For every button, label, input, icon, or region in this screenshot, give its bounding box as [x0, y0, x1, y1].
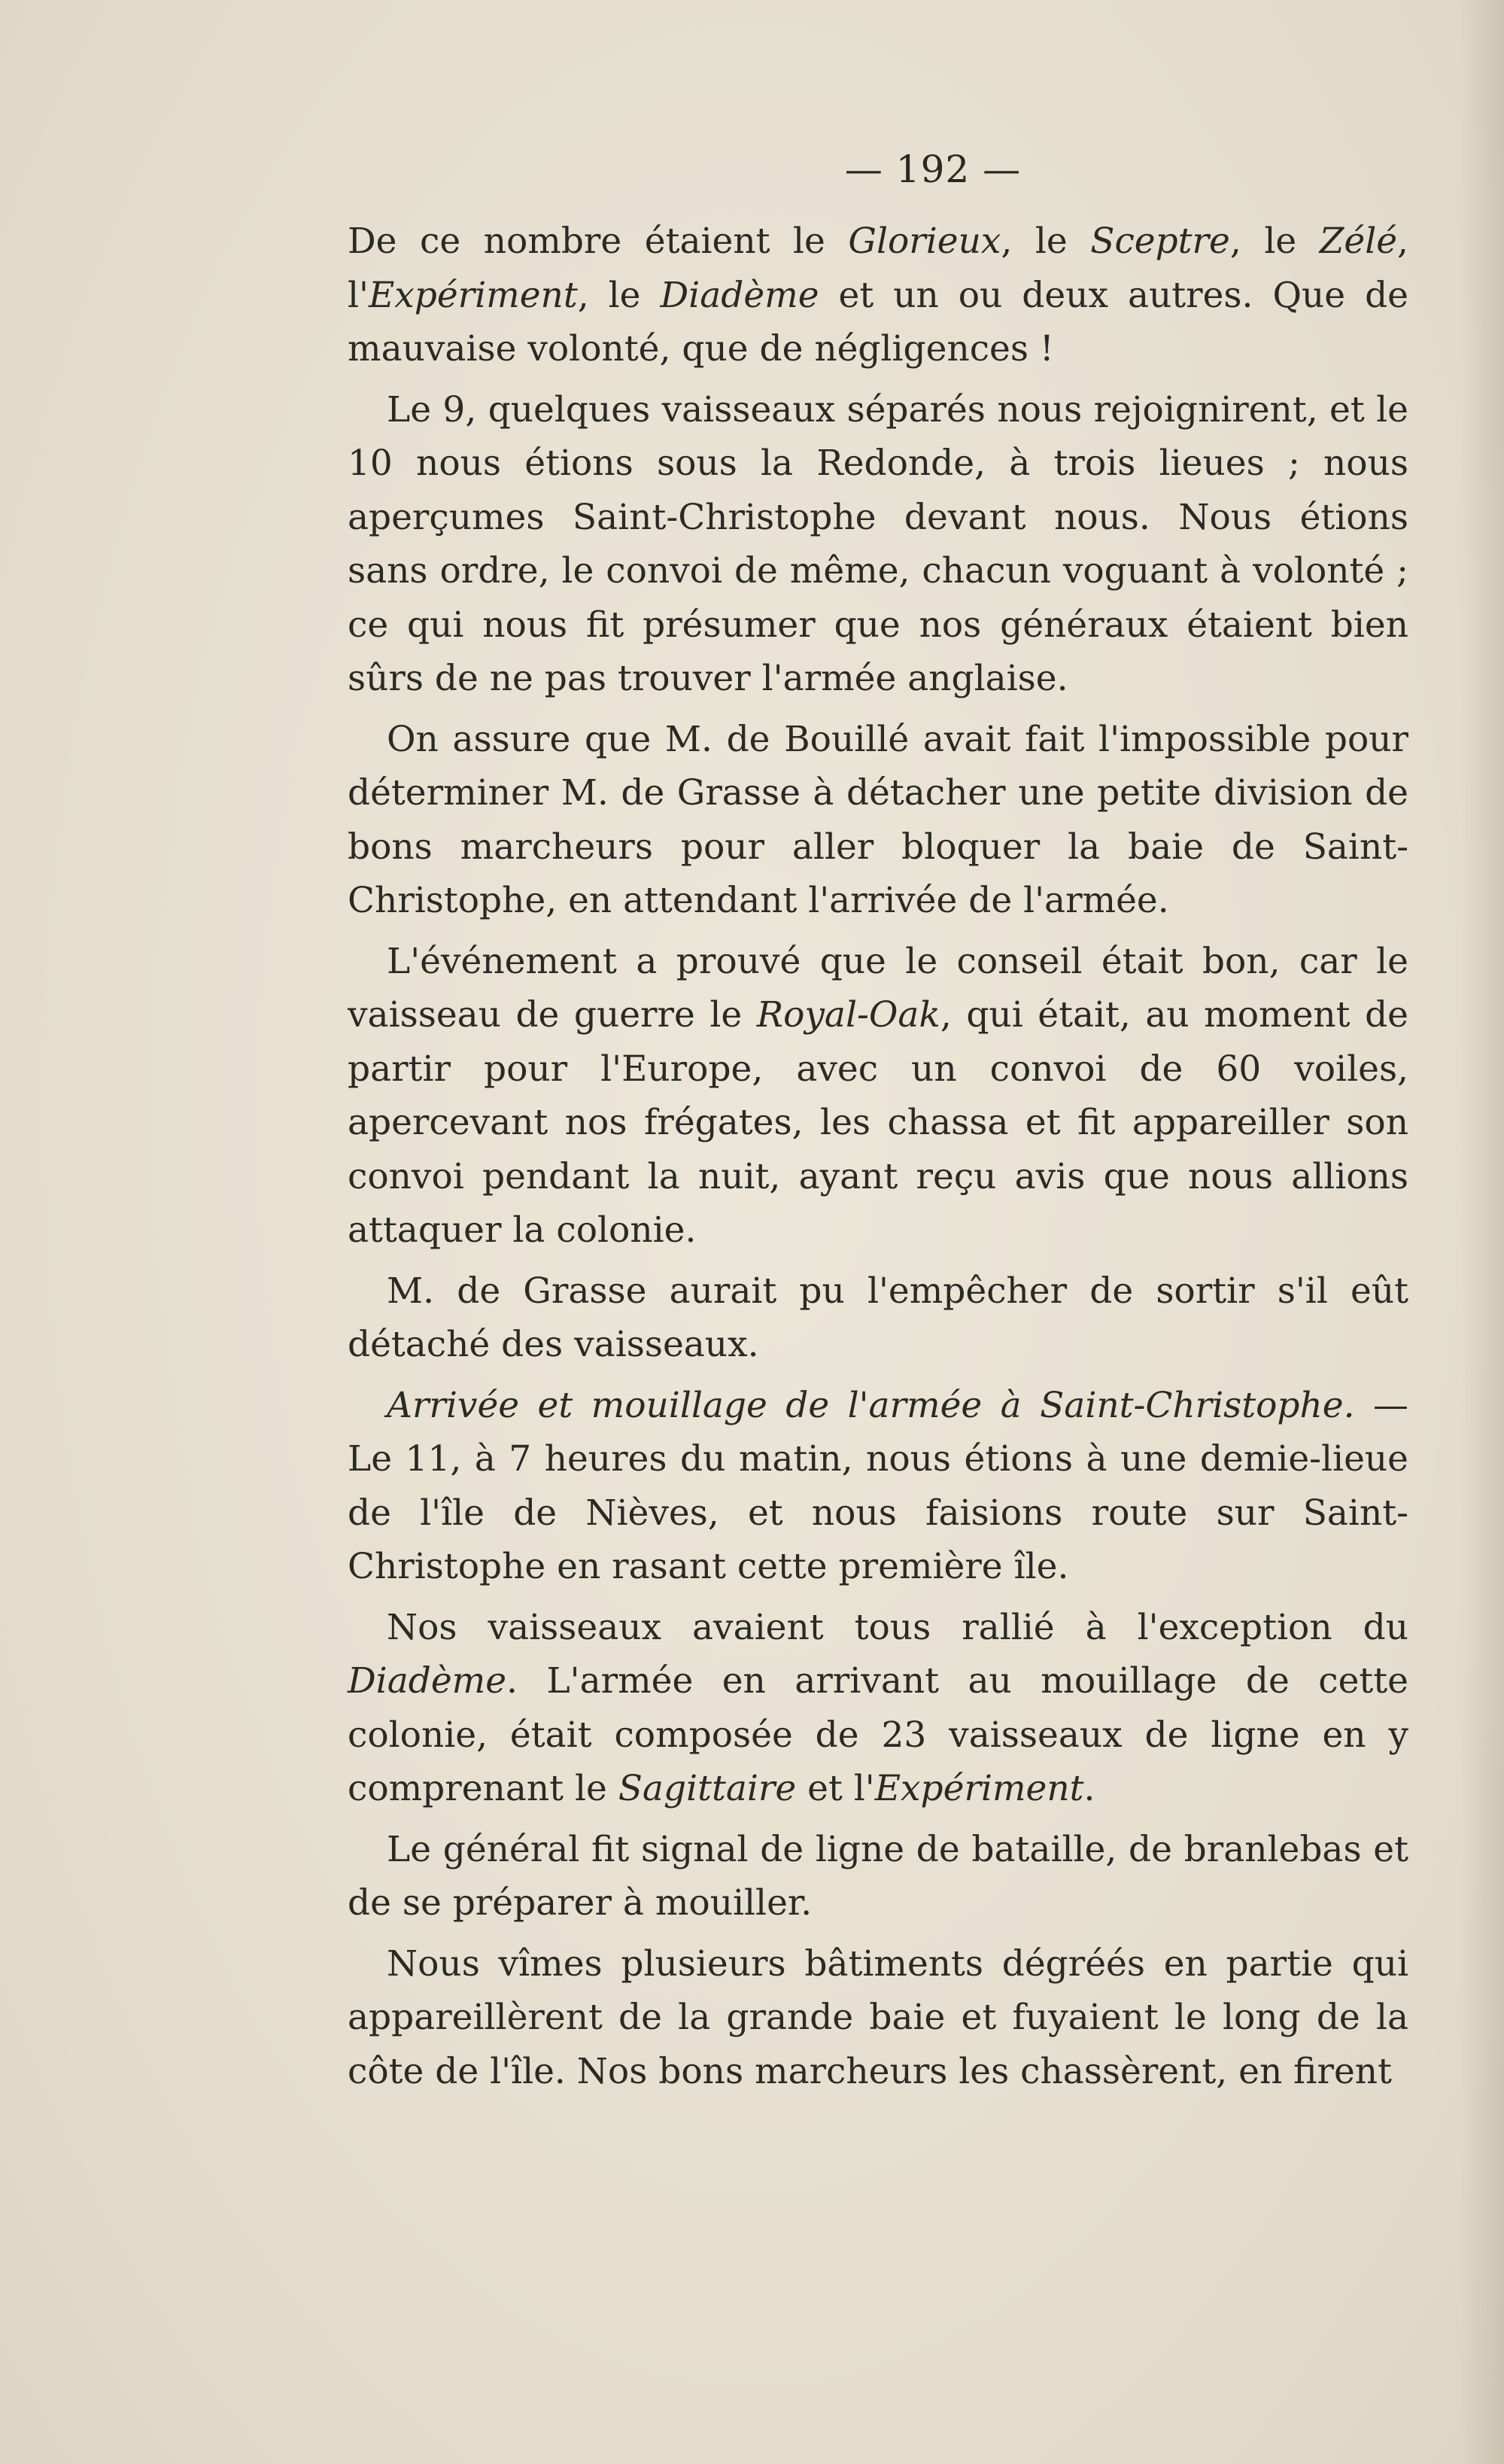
page-edge-shadow	[1459, 0, 1504, 2464]
text-run: Le général fit signal de ligne de bataille, de branlebas et de se préparer à mouiller.	[348, 1828, 1408, 1924]
page-number: — 192 —	[844, 148, 1022, 191]
text-run: On assure que M. de Bouillé avait fait l'impossible pour déterminer M. de Grasse à détacher une petite division de bons marcheurs pour aller bloquer la baie de Saint-Christophe, en attendant l'arrivée de l'armée.	[348, 718, 1408, 921]
text-run: De ce nombre étaient le	[348, 221, 849, 262]
paragraph	[348, 214, 1408, 376]
text-run: M. de Grasse aurait pu l'empêcher de sortir s'il eût détaché des vaisseaux.	[348, 1270, 1408, 1365]
text-run: et l'	[796, 1768, 875, 1809]
italic-text: Diadème	[660, 274, 819, 316]
paragraph	[348, 1937, 1408, 2099]
paragraph	[348, 1379, 1408, 1594]
body-text	[348, 214, 1408, 2105]
italic-text: Diadème	[348, 1660, 507, 1702]
text-run: , qui était, au moment de partir pour l'Europe, avec un convoi de 60 voiles, apercevant nos frégates, les chassa et fit appareiller son convoi pendant la nuit, ayant reçu avis que nous allions attaquer la colonie.	[348, 994, 1408, 1251]
text-run: .	[1083, 1768, 1095, 1809]
paragraph	[348, 1264, 1408, 1372]
italic-text: Sceptre	[1090, 221, 1230, 262]
italic-text: Expériment	[368, 274, 578, 316]
italic-text: Sagittaire	[618, 1768, 797, 1809]
text-run: Nous vîmes plusieurs bâtiments dégréés en partie qui appareillèrent de la grande baie et fuyaient le long de la côte de l'île. Nos bons marcheurs les chassèrent, en firent	[348, 1942, 1408, 2092]
text-run: et un ou deux autres. Que de mauvaise volonté, que de négligences !	[348, 274, 1408, 370]
text-run: Nos vaisseaux avaient tous rallié à l'exception du	[387, 1606, 1408, 1648]
text-run: . L'armée en arrivant au mouillage de cette colonie, était composée de 23 vaisseaux de ligne en y comprenant le	[348, 1660, 1408, 1809]
italic-text: Glorieux	[848, 221, 1001, 262]
paragraph	[348, 713, 1408, 928]
paragraph	[348, 383, 1408, 706]
text-run: — Le 11, à 7 heures du matin, nous étions à une demie-lieue de l'île de Nièves, et nous faisions route sur Saint-Christophe en rasant cette première île.	[348, 1384, 1408, 1587]
paragraph	[348, 1601, 1408, 1816]
text-run: Le 9, quelques vaisseaux séparés nous rejoignirent, et le 10 nous étions sous la Redonde, à trois lieues ; nous aperçumes Saint-Christophe devant nous. Nous étions sans ordre, le convoi de même, chacun voguant à volonté ; ce qui nous fit présumer que nos généraux étaient bien sûrs de ne pas trouver l'armée anglaise.	[348, 388, 1408, 699]
paragraph	[348, 935, 1408, 1258]
text-run: L'événement a prouvé que le conseil était bon, car le vaisseau de guerre le	[348, 940, 1408, 1036]
italic-text: Arrivée et mouillage de l'armée à Saint-Christophe.	[387, 1384, 1355, 1426]
text-run: , le	[1229, 221, 1320, 262]
italic-text: Royal-Oak	[756, 994, 940, 1036]
text-run: , le	[577, 274, 661, 316]
italic-text: Expériment	[874, 1768, 1084, 1809]
text-run: , le	[1001, 221, 1091, 262]
text-run: , l'	[348, 221, 1408, 316]
italic-text: Zélé	[1319, 221, 1398, 262]
paragraph	[348, 1823, 1408, 1930]
